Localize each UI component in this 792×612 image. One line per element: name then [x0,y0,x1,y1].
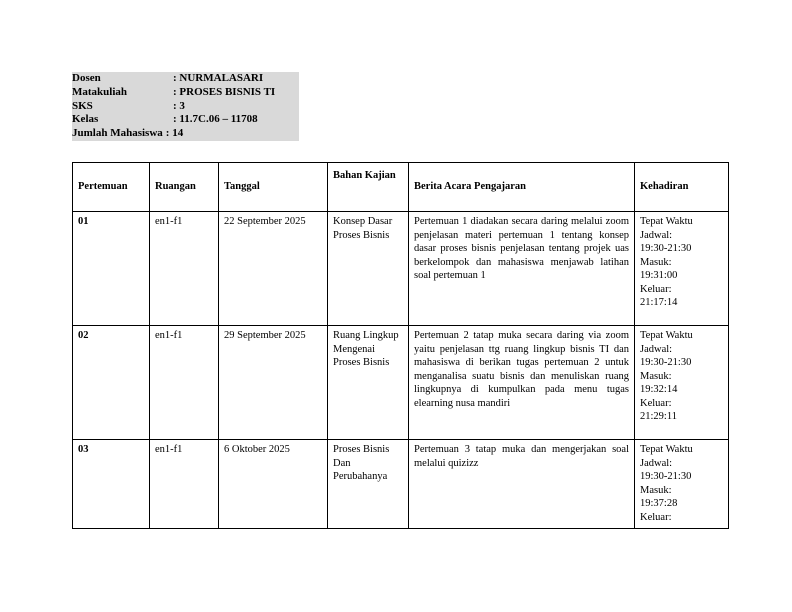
info-row-jumlah [72,127,299,141]
kehadiran-masuk-value: 19:31:00 [640,270,678,281]
kelas-value: : 11.7C.06 – 11708 [173,113,258,126]
kehadiran-keluar-value: 21:29:11 [640,411,677,422]
dosen-label: Dosen [72,72,101,84]
header-tanggal: Tanggal [219,163,328,212]
kehadiran-keluar-label: Keluar: [640,283,672,295]
cell-ruangan: en1-f1 [150,212,219,326]
table-header-row [73,163,729,212]
kehadiran-masuk-label: Masuk: [640,370,672,382]
kehadiran-jadwal-value: 19:30-21:30 [640,471,692,482]
matakuliah-value: : PROSES BISNIS TI [173,85,276,98]
kehadiran-keluar-label: Keluar: [640,511,672,523]
jumlah-label: Jumlah Mahasiswa [72,127,163,140]
course-info-block [72,72,299,141]
cell-kehadiran [635,440,729,529]
attendance-table [72,162,729,529]
cell-bahan-kajian: Ruang Lingkup Mengenai Proses Bisnis [328,326,409,440]
kehadiran-jadwal-label: Jadwal: [640,229,673,241]
matakuliah-label: Matakuliah [72,85,128,98]
table-row [73,440,729,529]
header-berita-acara: Berita Acara Pengajaran [409,163,635,212]
cell-pertemuan: 01 [73,212,150,326]
cell-ruangan: en1-f1 [150,440,219,529]
kehadiran-jadwal-value: 19:30-21:30 [640,357,692,368]
cell-pertemuan: 02 [73,326,150,440]
kehadiran-keluar-label: Keluar: [640,397,672,409]
cell-bahan-kajian: Proses Bisnis Dan Perubahanya [328,440,409,529]
sks-label: SKS [72,99,93,112]
cell-bahan-kajian: Konsep Dasar Proses Bisnis [328,212,409,326]
header-bahan-kajian: Bahan Kajian [328,163,409,212]
cell-ruangan: en1-f1 [150,326,219,440]
cell-pertemuan: 03 [73,440,150,529]
kehadiran-status: Tepat Waktu [640,216,693,227]
table-row [73,326,729,440]
kehadiran-jadwal-label: Jadwal: [640,457,673,469]
kehadiran-keluar-value: 21:17:14 [640,297,678,308]
kehadiran-status: Tepat Waktu [640,330,693,341]
sks-value: : 3 [173,99,185,112]
kehadiran-status: Tepat Waktu [640,444,693,455]
kehadiran-jadwal-label: Jadwal: [640,343,673,355]
cell-berita-acara: Pertemuan 3 tatap muka dan mengerjakan soal melalui quizizz [409,440,635,529]
info-row-dosen [72,72,299,86]
header-pertemuan: Pertemuan [73,163,150,212]
kehadiran-masuk-value: 19:37:28 [640,498,678,509]
cell-kehadiran [635,326,729,440]
cell-tanggal: 29 September 2025 [219,326,328,440]
dosen-value: : NURMALASARI [173,72,264,84]
info-row-matakuliah [72,86,299,100]
table-row [73,212,729,326]
cell-berita-acara: Pertemuan 2 tatap muka secara daring via zoom yaitu penjelasan ttg ruang lingkup bisnis TI dan mahasiswa di berikan tugas pertemuan 2 untuk menganalisa suatu bisnis dan menuliskan ruang lingkupnya di kumpulkan pada menu tugas elearning nusa mandiri [409,326,635,440]
info-row-kelas [72,113,299,127]
cell-berita-acara: Pertemuan 1 diadakan secara daring melalui zoom penjelasan materi pertemuan 1 tentang konsep dasar proses bisnis penjelasan tentang projek uas berkelompok dan mahasiswa menjawab latihan soal pertemuan 1 [409,212,635,326]
header-kehadiran: Kehadiran [635,163,729,212]
kelas-label: Kelas [72,113,99,126]
kehadiran-jadwal-value: 19:30-21:30 [640,243,692,254]
kehadiran-masuk-label: Masuk: [640,484,672,496]
kehadiran-masuk-value: 19:32:14 [640,384,678,395]
info-row-sks [72,100,299,114]
cell-kehadiran [635,212,729,326]
kehadiran-masuk-label: Masuk: [640,256,672,268]
header-ruangan: Ruangan [150,163,219,212]
jumlah-value: : 14 [165,127,184,140]
cell-tanggal: 22 September 2025 [219,212,328,326]
cell-tanggal: 6 Oktober 2025 [219,440,328,529]
